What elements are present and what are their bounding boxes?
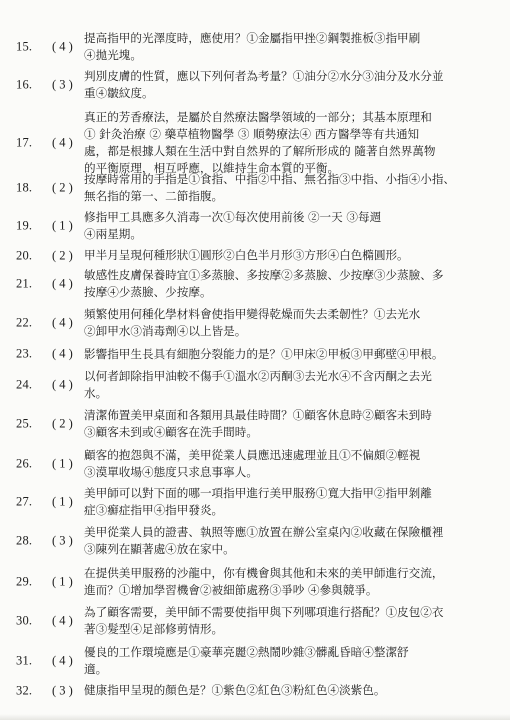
question-answer: ( 4 ) — [52, 315, 73, 330]
question-number: 30. — [16, 613, 33, 628]
question-text — [84, 407, 490, 441]
question-text — [84, 447, 490, 481]
question-item — [0, 368, 510, 402]
question-text-line: 以何者卸除指甲油較不傷手①溫水②丙酮③去光水④不含丙酮之去光 — [84, 369, 432, 384]
question-answer: ( 3 ) — [52, 683, 73, 697]
question-text-line: 在提供美甲服務的沙龍中，你有機會與其他和未來的美甲師進行交流， — [84, 565, 444, 580]
question-item — [0, 524, 510, 558]
question-item — [0, 565, 510, 599]
question-text — [84, 682, 490, 699]
question-text-line: 重④皺紋度。 — [84, 85, 154, 100]
question-item — [0, 247, 510, 264]
question-answer: ( 4 ) — [52, 135, 73, 150]
question-text-line: 清潔佈置美甲桌面和各類用具最佳時間？①顧客休息時②顧客未到時 — [84, 407, 432, 422]
question-text-line: 甲半月呈現何種形狀①圓形②白色半月形③方形④白色橢圓形。 — [84, 248, 409, 263]
question-number: 15. — [16, 39, 33, 54]
question-text-line: 進而？①增加學習機會②被細節處務③爭吵 ④參與競爭。 — [84, 582, 378, 597]
question-number: 20. — [16, 248, 33, 263]
question-item — [0, 447, 510, 481]
question-text-line: 判別皮膚的性質，應以下列何者為考量？①油分②水分③油分及水分並 — [84, 68, 444, 83]
question-item — [0, 267, 510, 301]
question-text — [84, 267, 490, 301]
question-number: 23. — [16, 346, 33, 361]
question-text-line: 按摩④少蒸臉、少按摩。 — [84, 285, 212, 300]
question-answer: ( 2 ) — [52, 248, 73, 263]
question-text-line: 美甲師可以對下面的哪一項指甲進行美甲服務①寬大指甲②指甲剝離 — [84, 486, 432, 501]
question-answer: ( 1 ) — [52, 574, 73, 589]
question-number: 24. — [16, 377, 33, 392]
question-item — [0, 604, 510, 638]
question-text — [84, 346, 490, 363]
question-text-line: ③顧客未到或④顧客在洗手間時。 — [84, 424, 258, 439]
question-answer: ( 1 ) — [52, 494, 73, 509]
question-text — [84, 209, 490, 243]
question-text-line: ④拋光塊。 — [84, 48, 142, 62]
question-item — [0, 346, 510, 363]
question-item — [0, 485, 510, 519]
question-text-line: 著③髮型④足部修剪情形。 — [84, 622, 224, 637]
question-number: 18. — [16, 180, 33, 195]
question-text-line: 水。 — [84, 386, 108, 401]
question-text-line: 優良的工作環境應是①豪華亮麗②熱鬧吵雜③髒亂昏暗④整潔舒 — [84, 645, 409, 660]
question-text-line: 頻繁使用何種化學材料會使指甲變得乾燥而失去柔韌性？①去光水 — [84, 306, 421, 321]
question-number: 27. — [16, 494, 33, 509]
question-text-line: ③陳列在顯著處④放在家中。 — [84, 542, 235, 557]
question-number: 26. — [16, 456, 33, 471]
question-text-line: 影響指甲生長具有細胞分裂能力的是？①甲床②甲板③甲郵壁④甲根。 — [84, 346, 444, 361]
question-text-line: 適。 — [84, 662, 108, 677]
question-text — [84, 68, 490, 102]
question-number: 17. — [16, 135, 33, 150]
question-text — [84, 30, 490, 64]
question-text — [84, 368, 490, 402]
question-answer: ( 4 ) — [52, 346, 73, 361]
question-text-line: ④兩星期。 — [84, 227, 142, 242]
question-text — [84, 171, 490, 205]
question-text-line: 提高指甲的光澤度時，應使用？①金屬指甲挫②鋼製推板③指甲刷 — [84, 31, 421, 45]
question-text-line: 症③癬症指甲④指甲發炎。 — [84, 503, 224, 518]
question-item — [0, 68, 510, 102]
question-number: 22. — [16, 315, 33, 330]
question-text-line: 修指甲工具應多久消毒一次①每次使用前後 ②一天 ③每週 — [84, 210, 382, 225]
question-text-line: 為了顧客需要，美甲師不需要使指甲與下列哪項進行搭配？①皮包②衣 — [84, 605, 444, 620]
question-text-line: 的平衡原理，相互呼應，以維持生命本質的平衡。 — [84, 161, 340, 176]
question-text-line: 顧客的抱怨與不滿，美甲從業人員應迅速處理並且①不偏頗②輕視 — [84, 447, 421, 462]
question-answer: ( 3 ) — [52, 77, 73, 92]
question-text — [84, 247, 490, 264]
question-text-line: ②卸甲水③消毒劑④以上皆是。 — [84, 323, 247, 338]
question-text — [84, 109, 490, 177]
question-number: 25. — [16, 416, 33, 431]
question-answer: ( 4 ) — [52, 377, 73, 392]
question-answer: ( 2 ) — [52, 180, 73, 195]
question-answer: ( 4 ) — [52, 39, 73, 54]
question-text-line: 無名指的第一、二節指腹。 — [84, 188, 224, 203]
question-text — [84, 644, 490, 678]
question-item — [0, 171, 510, 205]
question-item — [0, 109, 510, 177]
question-number: 32. — [16, 683, 33, 697]
question-number: 31. — [16, 653, 33, 668]
question-text-line: 按摩時常用的手指是①食指、中指②中指、無名指③中指、小指④小指、 — [84, 171, 456, 186]
question-item — [0, 644, 510, 678]
question-text — [84, 604, 490, 638]
question-text — [84, 485, 490, 519]
question-item — [0, 30, 510, 64]
question-number: 21. — [16, 276, 33, 291]
question-text-line: ① 針灸治療 ② 藥草植物醫學 ③ 順勢療法④ 西方醫學等有共通知 — [84, 127, 420, 142]
question-answer: ( 2 ) — [52, 416, 73, 431]
question-answer: ( 1 ) — [52, 218, 73, 233]
question-answer: ( 4 ) — [52, 613, 73, 628]
question-item — [0, 306, 510, 340]
question-number: 29. — [16, 574, 33, 589]
question-text-line: 敏感性皮膚保養時宜①多蒸臉、多按摩②多蒸臉、少按摩③少蒸臉、多 — [84, 268, 444, 283]
question-text-line: 真正的芳香療法，是屬於自然療法醫學領域的一部分；其基本原理和 — [84, 110, 432, 125]
question-answer: ( 4 ) — [52, 653, 73, 668]
question-answer: ( 4 ) — [52, 276, 73, 291]
question-text-line: 處，都是根據人類在生活中對自然界的了解所形成的 隨著自然界萬物 — [84, 144, 436, 159]
question-number: 19. — [16, 218, 33, 233]
question-item — [0, 682, 510, 699]
question-text-line: 美甲從業人員的證書、執照等應①放置在辦公室桌內②收藏在保險櫃裡 — [84, 525, 444, 540]
question-answer: ( 3 ) — [52, 533, 73, 548]
question-text — [84, 306, 490, 340]
question-text — [84, 524, 490, 558]
question-answer: ( 1 ) — [52, 456, 73, 471]
question-text — [84, 565, 490, 599]
page-bottom-edge — [0, 714, 510, 720]
question-text-line: ③漠單收場④態度只求息事寧人。 — [84, 464, 258, 479]
question-item — [0, 407, 510, 441]
question-number: 16. — [16, 77, 33, 92]
question-item — [0, 209, 510, 243]
question-text-line: 健康指甲呈現的顏色是？①紫色②紅色③粉紅色④淡紫色。 — [84, 683, 386, 697]
question-number: 28. — [16, 533, 33, 548]
